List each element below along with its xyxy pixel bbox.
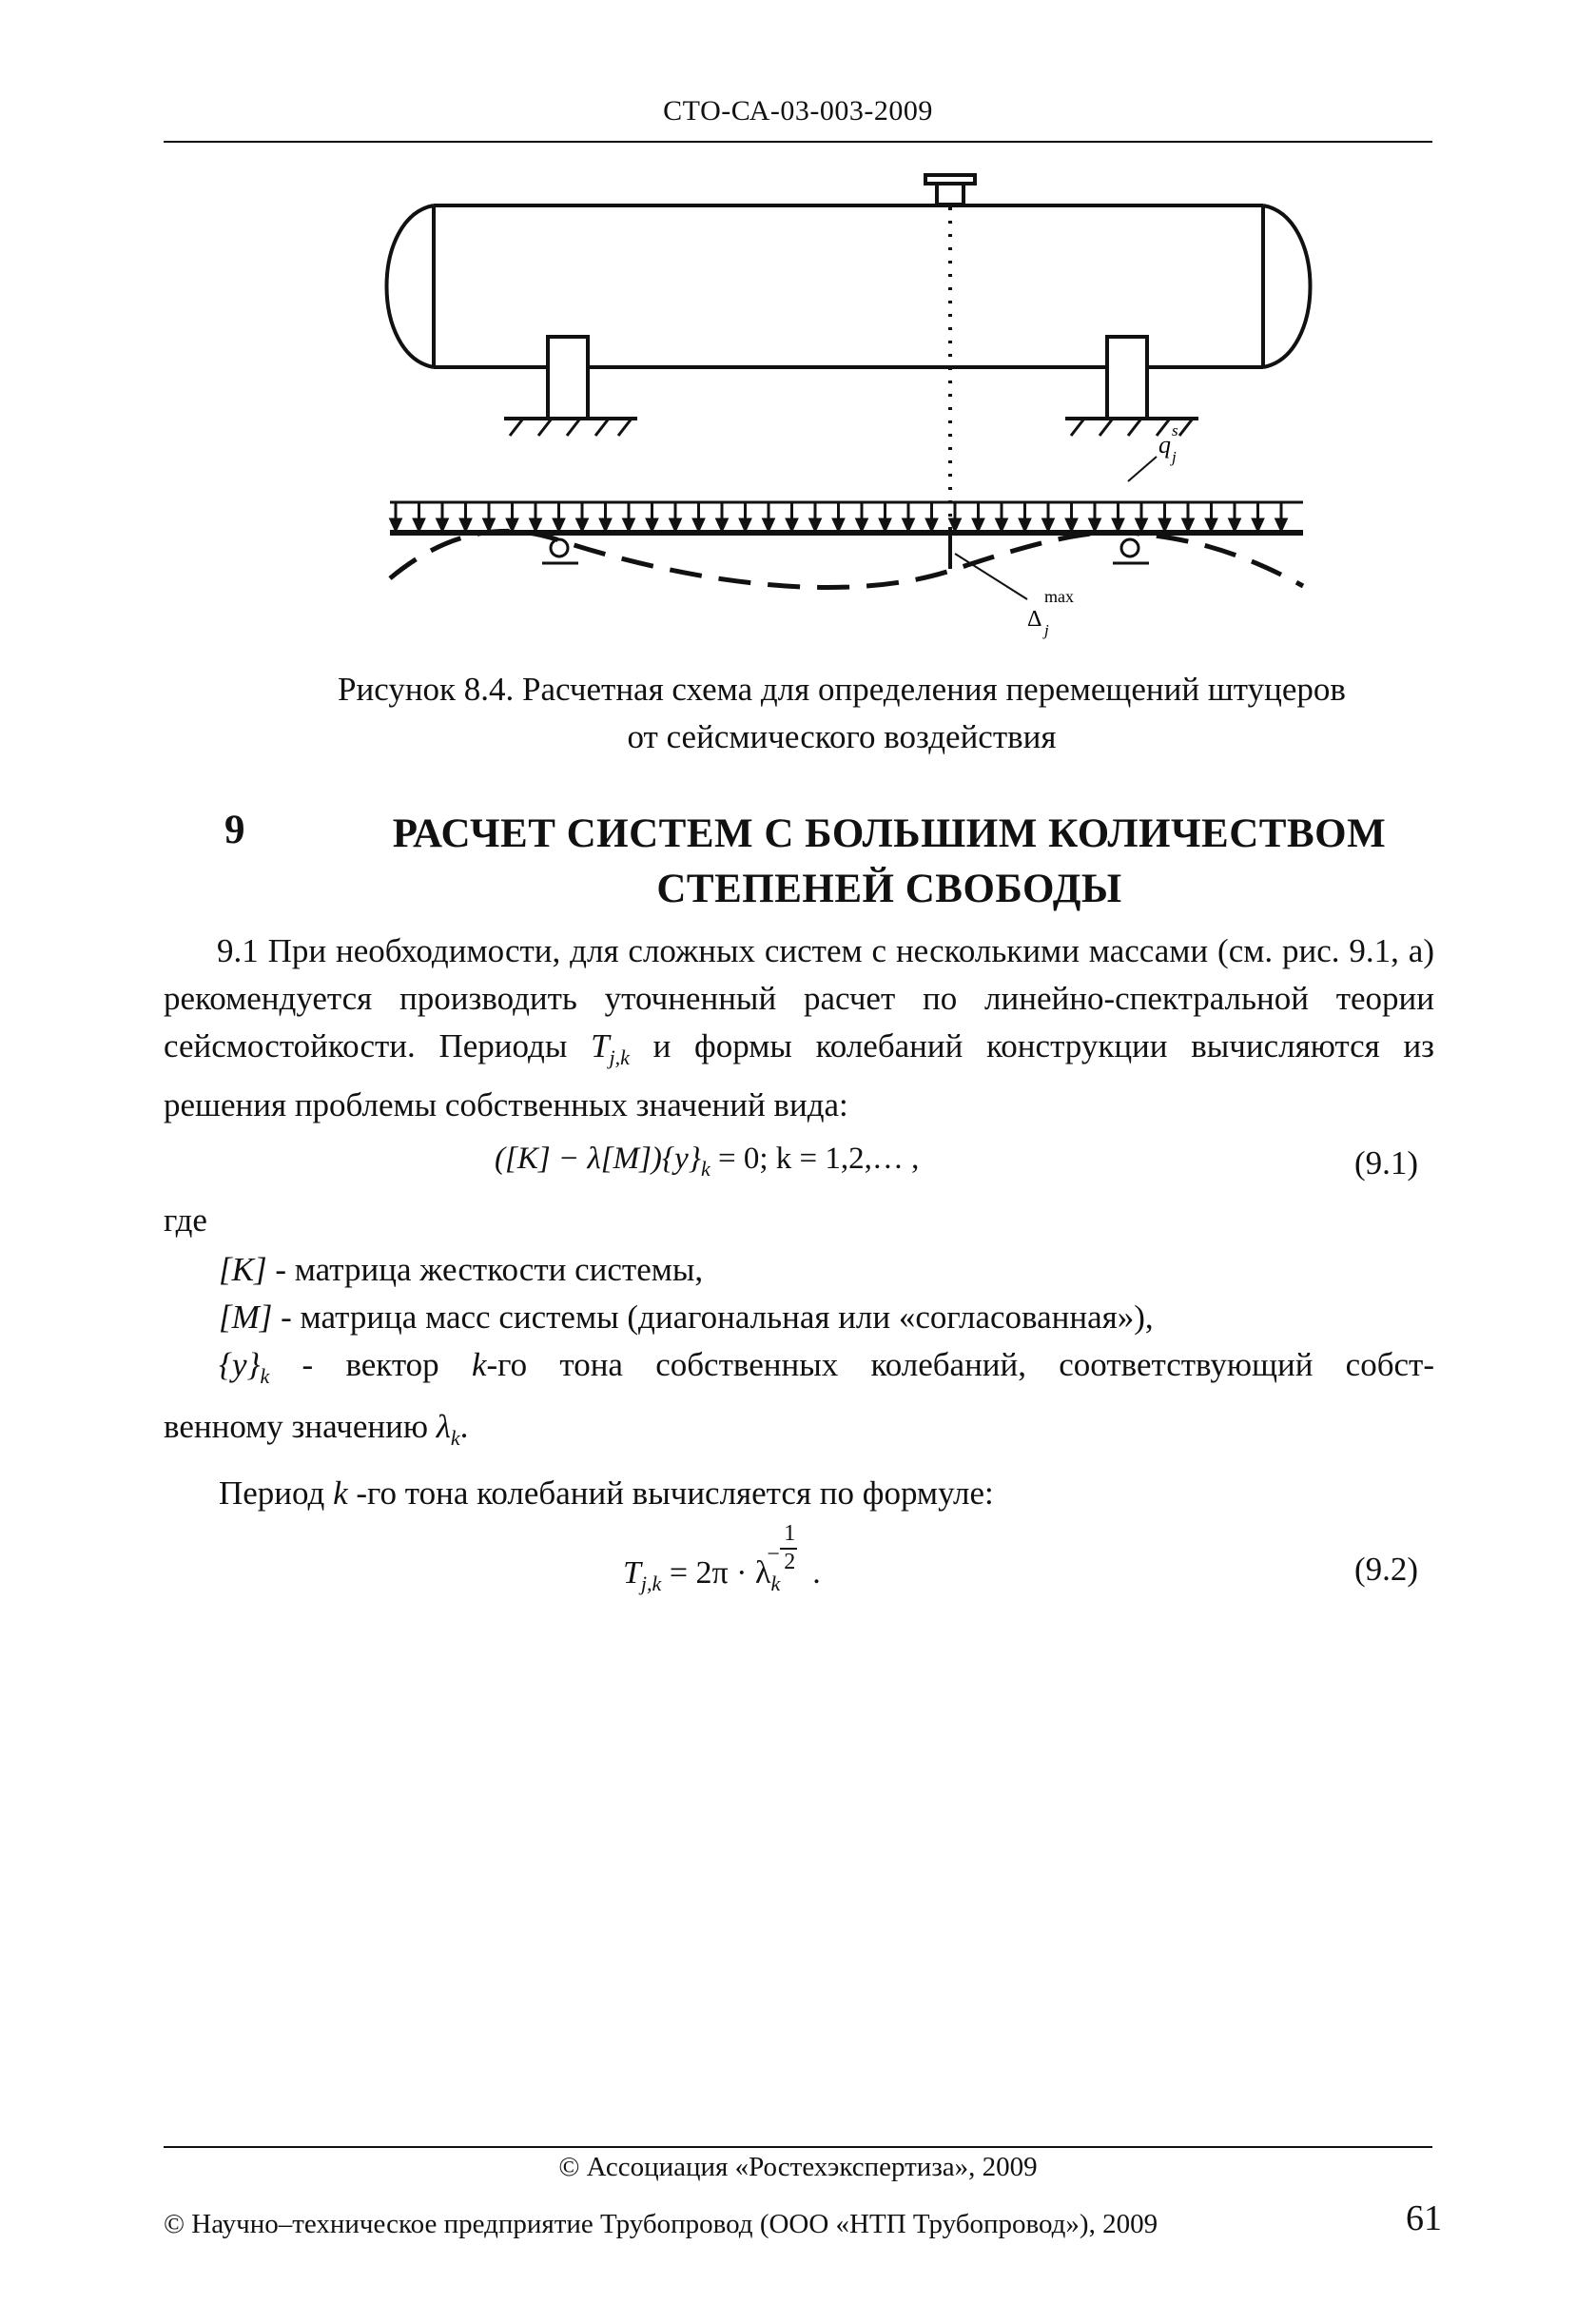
load-arrow-head [415,519,424,530]
defs-cont-end: . [459,1408,469,1445]
eq2-end: . [812,1555,821,1591]
deflected-shape [390,531,1303,587]
load-arrow-head [1067,519,1077,530]
equation-9-2-number: (9.2) [1354,1551,1419,1588]
load-arrow-head [391,519,400,530]
load-arrow-head [1021,519,1030,530]
caption-line-1: Рисунок 8.4. Расчетная схема для определения перемещений штуцеров [338,671,1346,708]
eq2-lhs: T [623,1555,641,1591]
where-label: где [164,1201,207,1239]
load-arrow-head [1276,519,1286,530]
eq1-sub: k [700,1157,710,1181]
definition-M [219,1294,1154,1341]
eq2-exp-minus: − [767,1542,780,1567]
definition-K [219,1246,703,1294]
load-arrow-head [531,519,540,530]
def-K-symbol: [K] [219,1251,267,1288]
load-label-sup: s [1172,421,1178,439]
load-arrow-head [927,519,937,530]
def-y-k: k [471,1346,487,1383]
def-M-symbol: [M] [219,1298,273,1336]
load-arrow-head [1137,519,1146,530]
load-arrow-head [788,519,797,530]
load-arrow-head [857,519,866,530]
symbol-T-sub: j,k [609,1045,630,1069]
para2-text-a: Период [219,1474,325,1512]
section-title-line-2: СТЕПЕНЕЙ СВОБОДЫ [656,867,1122,911]
load-arrow-head [1254,519,1263,530]
def-y-text: - вектор [302,1346,439,1383]
disp-leader [955,554,1027,599]
load-arrow-head [461,519,471,530]
header-rule [164,141,1432,143]
load-arrow-head [601,519,611,530]
para1-text-b: и формы колебаний конструкции вычисляются из решения проблемы собственных значений вида: [164,1027,1434,1123]
page-number: 61 [1406,2198,1442,2238]
eq1-body: ([K] − λ[M]){y} [495,1142,701,1176]
disp-label: Δ [1027,607,1042,632]
figure-caption [285,666,1398,761]
load-arrow-head [438,519,447,530]
defs-cont-lambda-sub: k [450,1426,460,1450]
defs-cont-lambda: λ [436,1408,451,1445]
load-arrow-head [648,519,657,530]
paragraph-period [219,1470,994,1517]
section-title [323,807,1455,917]
load-label-sub: j [1172,448,1177,466]
footer-copyright-1: © Ассоциация «Ростехэкспертиза», 2009 [558,2152,1038,2182]
load-arrow-head [1043,519,1053,530]
def-y-sub: k [260,1364,270,1388]
load-arrow-head [1207,519,1216,530]
load-arrow-head [741,519,750,530]
load-label: q [1158,431,1171,459]
paragraph-9-1 [164,927,1434,1129]
load-arrow-head [1160,519,1170,530]
eq2-exponent [767,1521,812,1574]
load-arrow-head [577,519,587,530]
equation-9-1 [495,1142,919,1181]
distributed-load [390,502,1303,530]
document-code: СТО-СА-03-003-2009 [663,95,933,127]
load-arrow-head [694,519,704,530]
definition-y [219,1341,1434,1400]
load-leader [1128,457,1157,481]
figure-8-4 [361,160,1313,654]
def-M-text: - матрица масс системы (диагональная или «согласованная»), [281,1298,1154,1336]
eq2-exp-den: 2 [784,1550,796,1574]
eq2-rhs-sub: k [770,1572,781,1595]
vessel-shell [387,205,1311,367]
section-title-line-1: РАСЧЕТ СИСТЕМ С БОЛЬШИМ КОЛИЧЕСТВОМ [392,811,1387,856]
equation-9-2 [623,1521,821,1596]
load-arrow-head [974,519,983,530]
support-right [1107,337,1147,419]
support-left [548,337,588,419]
load-arrow-head [1230,519,1239,530]
eq2-rhs: = 2π · λ [669,1555,771,1591]
load-arrow-head [997,519,1006,530]
load-arrow-head [810,519,820,530]
load-arrow-head [764,519,773,530]
load-arrow-head [508,519,517,530]
load-arrow-head [1183,519,1193,530]
symbol-T: T [591,1027,610,1064]
footer-rule [164,2146,1432,2148]
eq2-lhs-sub: j,k [640,1572,662,1595]
load-arrow-head [1090,519,1100,530]
load-arrow-head [834,519,844,530]
load-arrow-head [555,519,564,530]
equation-9-1-number: (9.1) [1354,1144,1419,1181]
load-arrow-head [1114,519,1123,530]
load-arrow-head [717,519,727,530]
load-arrow-head [904,519,913,530]
disp-label-sub: j [1044,621,1049,639]
eq2-exp-num: 1 [784,1521,796,1546]
eq1-tail: = 0; k = 1,2,… , [717,1142,920,1176]
section-number: 9 [224,808,245,852]
caption-line-2: от сейсмического воздействия [627,718,1057,755]
def-y-symbol: {y} [219,1346,261,1383]
para2-text-b: -го тона колебаний вычисляется по формуле: [356,1474,994,1512]
definition-continuation [164,1403,468,1462]
load-arrow-head [881,519,890,530]
load-arrow-head [484,519,494,530]
nozzle-body [937,184,963,205]
para2-k: k [333,1474,348,1512]
def-y-text-2: -го тона собственных колебаний, соответствующий собст- [486,1346,1435,1383]
defs-cont-text: венному значению [164,1408,428,1445]
load-arrow-head [624,519,633,530]
load-arrow-head [671,519,680,530]
def-K-text: - матрица жесткости системы, [275,1251,704,1288]
para1-text-a: 9.1 При необходимости, для сложных систем с несколькими массами (см. рис. 9.1, а) рекомендуется производить уточненный расчет по линейно-спектральной теории сейсмостойкости. Периоды [164,932,1434,1064]
footer-copyright-2: © Научно–техническое предприятие Трубопровод (ООО «НТП Трубопровод»), 2009 [164,2209,1158,2239]
ground-hatch [510,419,1193,436]
disp-label-sup: max [1044,587,1074,606]
